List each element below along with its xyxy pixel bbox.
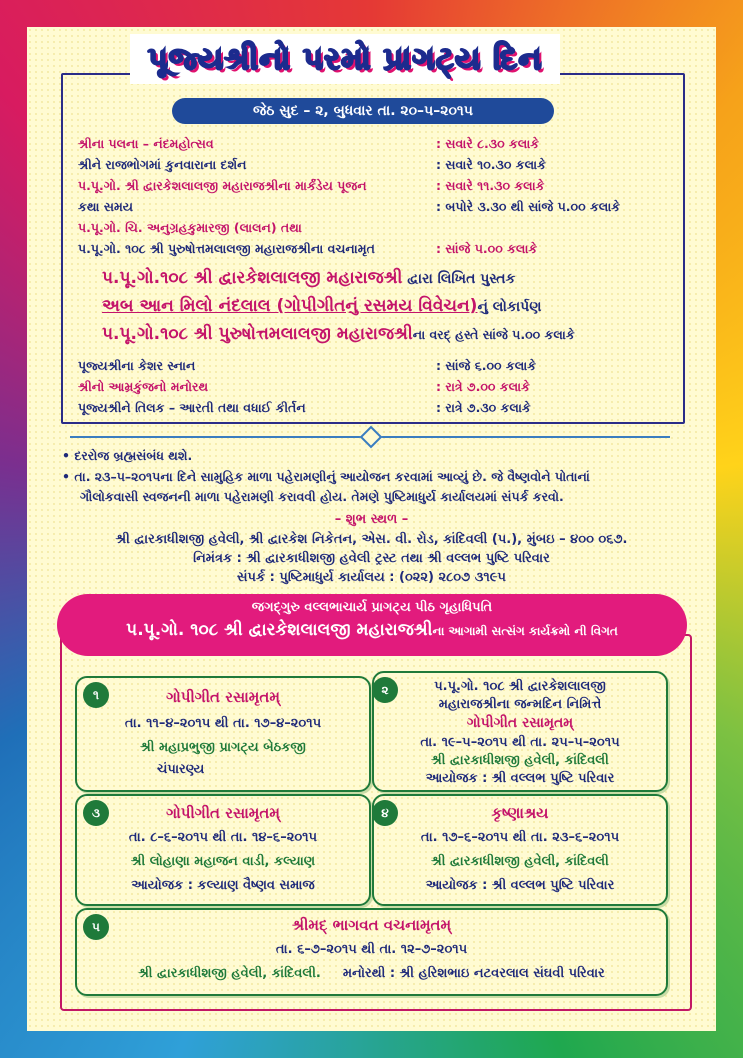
line1-rest: દ્વારા લિખિત પુસ્તક bbox=[402, 271, 516, 287]
event-extra: આયોજક : શ્રી વલ્લભ પુષ્ટિ પરિવાર bbox=[425, 771, 615, 786]
venue-heading: – શુભ સ્થળ – bbox=[334, 512, 409, 527]
event-title: ગોપીગીત રસામૃતમ્ bbox=[166, 804, 280, 822]
line2-rest: નું લોકાર્પણ bbox=[477, 299, 542, 315]
upcoming-name: પ.પૂ.ગો. ૧૦૮ શ્રી દ્વારકેશલાલજી મહારાજશ્રી bbox=[126, 620, 433, 640]
schedule-time: : સાંજે ૫.૦૦ કલાકે bbox=[436, 241, 538, 256]
schedule-time: : રાત્રે ૭.૩૦ કલાકે bbox=[436, 400, 531, 415]
event-place: શ્રી દ્વારકાધીશજી હવેલી, કાંદિવલી. bbox=[138, 966, 321, 981]
event-number: ૪ bbox=[372, 800, 398, 826]
event-title: કૃષ્ણાશ્રય bbox=[491, 804, 549, 822]
schedule-label: શ્રીના પલના – નંદમહોત્સવ bbox=[78, 136, 214, 151]
note-mala-cont: ગૌલોકવાસી સ્વજનની માળા પહેરામણી કરાવવી હોય. તેમણે પુષ્ટિમાધુર્ય કાર્યાલયમાં સંપર્ક કરવો. bbox=[80, 489, 564, 504]
event-place: શ્રી દ્વારકાધીશજી હવેલી, કાંદિવલી bbox=[431, 854, 609, 869]
schedule-label: શ્રીને રાજભોગમાં કુનવારાના દર્શન bbox=[78, 157, 247, 172]
event-extra: આયોજક : કલ્યાણ વૈષ્ણવ સમાજ bbox=[131, 878, 315, 893]
event-dates: તા. ૬–૭–૨૦૧૫ થી તા. ૧૨–૭–૨૦૧૫ bbox=[275, 942, 468, 957]
schedule-label: પ.પૂ.ગો. ચિ. અનુગ્રહકુમારજી (લાલન) તથા bbox=[78, 220, 302, 235]
book-release-line-3 bbox=[0, 324, 743, 344]
schedule-time: : રાત્રે ૭.૦૦ કલાકે bbox=[436, 379, 530, 394]
event-title: ગોપીગીત રસામૃતમ્ bbox=[166, 688, 280, 706]
page-title: પૂજ્યશ્રીનો પરમો પ્રાગટ્ય દિન bbox=[130, 34, 560, 84]
upcoming-line-2 bbox=[57, 620, 687, 640]
inviter-line: નિમંત્રક : શ્રી દ્વારકાધીશજી હવેલી ટ્રસ્ટ તથા શ્રી વલ્લભ પુષ્ટિ પરિવાર bbox=[193, 551, 550, 566]
schedule-label: પૂજ્યશ્રીને તિલક – આરતી તથા વધાઈ કીર્તન bbox=[78, 400, 306, 415]
event-place: શ્રી લોહાણા મહાજન વાડી, કલ્યાણ bbox=[130, 854, 316, 869]
author-name: પ.પૂ.ગો.૧૦૮ શ્રી દ્વારકેશલાલજી મહારાજશ્રી bbox=[102, 268, 403, 288]
schedule-label: શ્રીનો આમ્રકુંજનો મનોરથ bbox=[78, 379, 209, 394]
upcoming-line-1: જગદ્ગુરુ વલ્લભાચાર્ય પ્રાગટ્ય પીઠ ગૃહાધિપતિ bbox=[251, 600, 493, 615]
event-extra: આયોજક : શ્રી વલ્લભ પુષ્ટિ પરિવાર bbox=[425, 878, 615, 893]
event-place: શ્રી દ્વારકાધીશજી હવેલી, કાંદિવલી bbox=[431, 753, 609, 768]
upcoming-rest: ના આગામી સત્સંગ કાર્યક્રમો ની વિગત bbox=[432, 624, 618, 638]
schedule-time: : સાંજે ૬.૦૦ કલાકે bbox=[436, 358, 537, 373]
upcoming-banner bbox=[57, 594, 687, 656]
event-card-5 bbox=[75, 908, 668, 996]
event-pre-1: પ.પૂ.ગો. ૧૦૮ શ્રી દ્વારકેશલાલજી bbox=[434, 679, 606, 694]
event-number: ૨ bbox=[372, 677, 398, 703]
event-number: ૧ bbox=[83, 682, 109, 708]
line3-rest: ના વરદ્ હસ્તે સાંજે ૫.૦૦ કલાકે bbox=[412, 327, 575, 342]
event-card-3 bbox=[75, 794, 371, 906]
event-place-row bbox=[77, 966, 666, 981]
event-extra: મનોરથી : શ્રી હરિશભાઇ નટવરલાલ સંઘવી પરિવાર bbox=[342, 966, 605, 981]
event-number: ૫ bbox=[83, 914, 109, 940]
event-title: ગોપીગીત રસામૃતમ્ bbox=[466, 715, 574, 731]
contact-line: સંપર્ક : પુષ્ટિમાધુર્ય કાર્યાલય : (૦૨૨) ૨૮૦૭ ૩૧૯૫ bbox=[237, 570, 506, 585]
schedule-label: પ.પૂ.ગો. ૧૦૮ શ્રી પુરુષોત્તમલાલજી મહારાજશ્રીના વચનામૃત bbox=[78, 241, 375, 256]
book-title: અબ આન મિલો નંદલાલ (ગોપીગીતનું રસમય વિવેચન) bbox=[102, 296, 478, 316]
note-mala: • તા. ૨૩–૫–૨૦૧૫ના દિને સામુહિક માળા પહેરામણીનું આયોજન કરવામાં આવ્યું છે. જે વૈષ્ણવોને પોતાનાં bbox=[62, 469, 590, 484]
event-dates: તા. ૧૭–૬–૨૦૧૫ થી તા. ૨૩–૬–૨૦૧૫ bbox=[420, 830, 620, 845]
event-title: શ્રીમદ્ ભાગવત વચનામૃતમ્ bbox=[291, 916, 452, 934]
book-release-line-2 bbox=[0, 296, 743, 316]
schedule-time: : બપોરે ૩.૩૦ થી સાંજે ૫.૦૦ કલાકે bbox=[436, 199, 621, 214]
event-dates: તા. ૧૧–૪–૨૦૧૫ થી તા. ૧૭–૪–૨૦૧૫ bbox=[124, 716, 322, 731]
note-daily: • દરરોજ બ્રહ્મસંબંધ થશે. bbox=[62, 448, 193, 463]
schedule-time: : સવારે ૮.૩૦ કલાકે bbox=[436, 136, 540, 151]
schedule-label: પ.પૂ.ગો. શ્રી દ્વારકેશલાલજી મહારાજશ્રીના માર્કંડેય પૂજન bbox=[78, 178, 367, 193]
date-banner: જેઠ સુદ – ૨, બુધવાર તા. ૨૦–૫–૨૦૧૫ bbox=[172, 98, 554, 124]
event-extra: ચંપારણ્ય bbox=[157, 762, 205, 777]
schedule-label: પૂજ્યશ્રીના કેશર સ્નાન bbox=[78, 358, 196, 373]
schedule-time: : સવારે ૧૧.૩૦ કલાકે bbox=[436, 178, 545, 193]
venue-address: શ્રી દ્વારકાધીશજી હવેલી, શ્રી દ્વારકેશ નિકેતન, એસ. વી. રોડ, કાંદિવલી (પ.), મુંબઇ – ૪૦૦ ૦૬૭. bbox=[115, 532, 628, 547]
schedule-time: : સવારે ૧૦.૩૦ કલાકે bbox=[436, 157, 546, 172]
book-release-line-1 bbox=[0, 268, 743, 288]
event-card-2 bbox=[372, 671, 668, 792]
releaser-name: પ.પૂ.ગો.૧૦૮ શ્રી પુરુષોત્તમલાલજી મહારાજશ્રી bbox=[102, 324, 413, 344]
event-dates: તા. ૧૯–૫–૨૦૧૫ થી તા. ૨૫–૫–૨૦૧૫ bbox=[420, 735, 620, 750]
event-card-4 bbox=[372, 794, 668, 906]
event-number: ૩ bbox=[83, 800, 109, 826]
event-place: શ્રી મહાપ્રભુજી પ્રાગટ્ય બેઠકજી bbox=[140, 740, 306, 755]
event-pre-2: મહારાજશ્રીના જન્મદિન નિમિત્તે bbox=[438, 697, 602, 712]
event-dates: તા. ૮–૬–૨૦૧૫ થી તા. ૧૪–૬–૨૦૧૫ bbox=[128, 830, 318, 845]
schedule-label: કથા સમય bbox=[78, 199, 134, 214]
event-card-1 bbox=[75, 676, 371, 792]
